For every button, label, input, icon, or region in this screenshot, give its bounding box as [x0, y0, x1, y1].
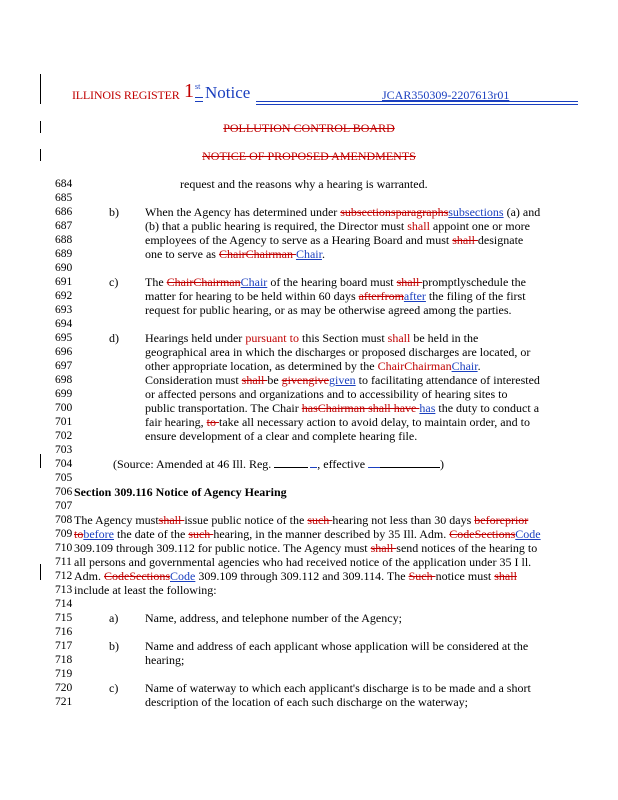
line-number: 701 — [55, 416, 73, 428]
text-line — [0, 317, 618, 331]
line-number: 713 — [55, 584, 73, 596]
line-text: hearing; — [145, 653, 185, 667]
deleted-text: hasChairman shall have — [301, 401, 420, 415]
line-text: Name, address, and telephone number of the Agency; — [145, 611, 402, 625]
line-number: 707 — [55, 500, 73, 512]
line-text: 309.109 through 309.112 for public notice. The Agency must shall send notices of the hearing to — [74, 541, 538, 555]
text-line — [0, 527, 618, 541]
text-line — [0, 569, 618, 583]
board-title: POLLUTION CONTROL BOARD — [223, 121, 395, 135]
text-line — [0, 387, 618, 401]
line-number: 718 — [55, 654, 73, 666]
inserted-text: Code — [170, 569, 196, 583]
deleted-text: shall — [494, 569, 517, 583]
line-number: 685 — [55, 192, 73, 204]
line-text: one to serve as ChairChairman Chair. — [145, 247, 325, 261]
source-note — [0, 457, 618, 471]
text-line — [0, 261, 618, 275]
blank-field — [368, 457, 380, 468]
suffix-underline — [195, 97, 203, 102]
line-text: The Agency mustshall issue public notice of the such hearing not less than 30 days beforeprior — [74, 513, 529, 527]
line-number: 688 — [55, 234, 73, 246]
text-line — [0, 443, 618, 457]
line-text: The ChairChairmanChair of the hearing board must shall promptlyschedule the — [145, 275, 526, 289]
line-text: fair hearing, to take all necessary action to avoid delay, to maintain order, and to — [145, 415, 530, 429]
line-number: 703 — [55, 444, 73, 456]
line-text: matter for hearing to be held within 60 days afterfromafter the filing of the first — [145, 289, 526, 303]
item-marker: b) — [109, 639, 119, 653]
text-line — [0, 681, 618, 695]
text-line — [0, 471, 618, 485]
inserted-text: given — [329, 373, 356, 387]
text-line — [0, 401, 618, 415]
text-line — [0, 303, 618, 317]
register-header — [72, 80, 542, 108]
inserted-text: Chair — [295, 247, 322, 261]
line-text: description of the location of each such discharge on the waterway; — [145, 695, 468, 709]
line-number: 687 — [55, 220, 73, 232]
line-number: 699 — [55, 388, 73, 400]
deleted-text: shall — [241, 373, 268, 387]
text-line — [0, 373, 618, 387]
text-line — [0, 289, 618, 303]
inserted-text: before — [83, 527, 114, 541]
deleted-text: givengive — [281, 373, 329, 387]
text-line — [0, 611, 618, 625]
line-number: 686 — [55, 206, 73, 218]
header-rule — [256, 104, 578, 105]
issue-number: 1 — [184, 80, 194, 102]
text-line — [0, 219, 618, 233]
line-number: 714 — [55, 598, 73, 610]
line-number: 711 — [55, 556, 72, 568]
section-heading — [0, 485, 618, 499]
line-number: 710 — [55, 542, 73, 554]
line-number: 719 — [55, 668, 73, 680]
issue-suffix: st — [195, 82, 201, 91]
text-line — [0, 513, 618, 527]
inserted-text: Code — [515, 527, 541, 541]
text-line — [0, 205, 618, 219]
line-number: 712 — [55, 570, 73, 582]
deleted-text: ChairChairman — [218, 247, 296, 261]
line-number: 709 — [55, 528, 73, 540]
line-text: include at least the following: — [74, 583, 217, 597]
text-line — [0, 177, 618, 191]
item-marker: d) — [109, 331, 119, 345]
text-line — [0, 233, 618, 247]
deleted-text: ChairChairman — [166, 275, 241, 289]
line-text: other appropriate location, as determined by the ChairChairmanChair. — [145, 359, 481, 373]
blank-field — [380, 457, 440, 468]
deleted-text: subsectionsparagraphs — [340, 205, 449, 219]
deleted-text: shall — [158, 513, 185, 527]
line-number: 716 — [55, 626, 73, 638]
text-line — [0, 429, 618, 443]
text-line — [0, 555, 618, 569]
register-title: ILLINOIS REGISTER — [72, 88, 180, 102]
text-line — [0, 583, 618, 597]
line-text: request for public hearing, or as may be otherwise agreed among the parties. — [145, 303, 512, 317]
notice-title: NOTICE OF PROPOSED AMENDMENTS — [202, 149, 416, 163]
inserted-text: has — [419, 401, 436, 415]
text-line — [0, 499, 618, 513]
text-line — [0, 667, 618, 681]
line-text: request and the reasons why a hearing is warranted. — [180, 177, 428, 191]
text-line — [0, 275, 618, 289]
line-number: 693 — [55, 304, 73, 316]
deleted-text: afterfrom — [358, 289, 404, 303]
blank-field — [274, 457, 308, 468]
line-text: Name and address of each applicant whose application will be considered at the — [145, 639, 529, 653]
line-number: 704 — [55, 458, 73, 470]
deleted-text: shall — [370, 541, 397, 555]
text-line — [0, 639, 618, 653]
line-number: 715 — [55, 612, 73, 624]
line-text: Adm. CodeSectionsCode 309.109 through 309.112 and 309.114. The Such notice must shall — [74, 569, 517, 583]
line-number: 695 — [55, 332, 73, 344]
line-text: Hearings held under pursuant to this Section must shall be held in the — [145, 331, 479, 345]
change-bar — [40, 74, 41, 104]
deleted-text: such — [188, 527, 214, 541]
inserted-text: Chair — [240, 275, 268, 289]
item-marker: a) — [109, 611, 119, 625]
line-text: or affected persons and organizations and to accessibility of hearing sites to — [145, 387, 508, 401]
line-text: employees of the Agency to serve as a Hearing Board and must shall designate — [145, 233, 524, 247]
line-text: public transportation. The Chair hasChairman shall have has the duty to conduct a — [145, 401, 540, 415]
notice-label: Notice — [205, 83, 251, 102]
line-text: geographical area in which the discharges or proposed discharges are located, or — [145, 345, 531, 359]
text-line — [0, 597, 618, 611]
line-number: 694 — [55, 318, 73, 330]
line-number: 692 — [55, 290, 73, 302]
line-number: 721 — [55, 696, 73, 708]
deleted-text: Such — [408, 569, 436, 583]
inserted-text: Chair — [451, 359, 478, 373]
text-line — [0, 247, 618, 261]
deleted-text: beforeprior — [474, 513, 529, 527]
line-text: all persons and governmental agencies who had received notice of the application under 35 I ll. — [74, 555, 532, 569]
line-number: 697 — [55, 360, 73, 372]
text-line — [0, 359, 618, 373]
line-text: When the Agency has determined under subsectionsparagraphssubsections (a) and — [145, 205, 541, 219]
line-number: 702 — [55, 430, 73, 442]
text-line — [0, 541, 618, 555]
line-text: Consideration must shall be givengivegiven to facilitating attendance of interested — [145, 373, 540, 387]
item-marker: c) — [109, 275, 119, 289]
text-line — [0, 653, 618, 667]
line-number: 706 — [55, 486, 73, 498]
line-number: 684 — [55, 178, 73, 190]
text-line — [0, 625, 618, 639]
deleted-text: such — [307, 513, 333, 527]
line-number: 689 — [55, 248, 73, 260]
text-line — [0, 345, 618, 359]
line-number: 696 — [55, 346, 73, 358]
line-number: 708 — [55, 514, 73, 526]
item-marker: c) — [109, 681, 119, 695]
line-number: 720 — [55, 682, 73, 694]
line-number: 717 — [55, 640, 73, 652]
deleted-text: CodeSections — [449, 527, 516, 541]
jcar-code: JCAR350309-2207613r01 — [382, 88, 510, 102]
inserted-text: after — [403, 289, 426, 303]
deleted-text: to — [74, 527, 84, 541]
line-text: (b) that a public hearing is required, the Director must shall appoint one or more — [145, 219, 530, 233]
line-text: tobefore the date of the such hearing, in the manner described by 35 Ill. Adm. CodeSectionsCode — [74, 527, 541, 541]
deleted-text: CodeSections — [104, 569, 170, 583]
item-marker: b) — [109, 205, 119, 219]
line-number: 691 — [55, 276, 73, 288]
line-text: (Source: Amended at 46 Ill. Reg. , effective ) — [113, 457, 445, 471]
text-line — [0, 331, 618, 345]
text-line — [0, 191, 618, 205]
deleted-text: shall — [452, 233, 478, 247]
text-line — [0, 695, 618, 709]
deleted-text: to — [206, 415, 219, 429]
line-number: 698 — [55, 374, 73, 386]
line-text: ensure development of a clear and complete hearing file. — [145, 429, 418, 443]
line-text: Name of waterway to which each applicant's discharge is to be made and a short — [145, 681, 531, 695]
section-title: Section 309.116 Notice of Agency Hearing — [74, 485, 287, 499]
deleted-text: shall — [396, 275, 423, 289]
line-number: 705 — [55, 472, 73, 484]
line-number: 700 — [55, 402, 73, 414]
inserted-text: subsections — [448, 205, 504, 219]
line-number: 690 — [55, 262, 73, 274]
text-line — [0, 415, 618, 429]
